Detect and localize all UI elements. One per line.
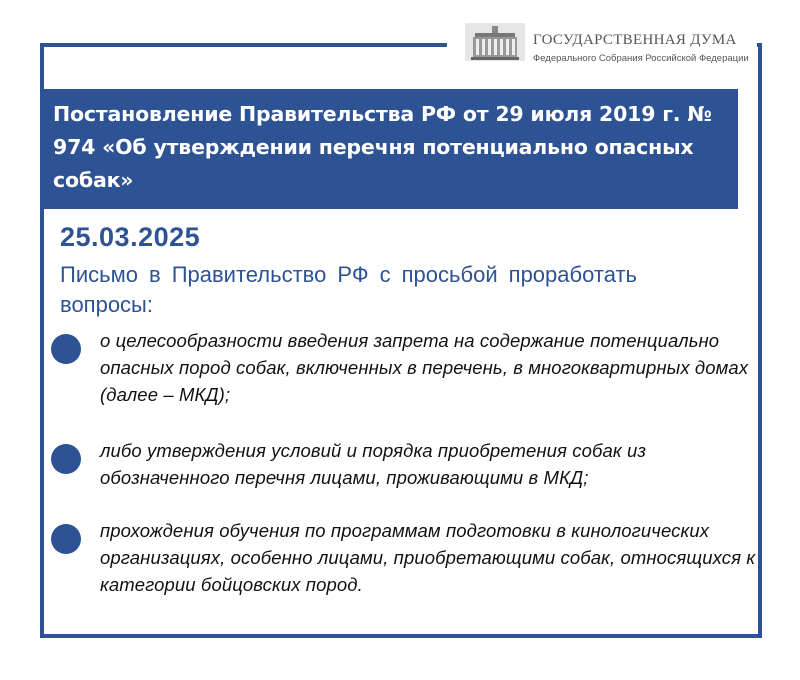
bullet-text: о целесообразности введения запрета на содержание потенциально опасных пород собак, включенных в перечень, в многоквартирных домах (далее – МКД); [100,330,749,405]
letter-date: 25.03.2025 [60,222,201,252]
bullet-dot-icon [51,524,81,554]
bullet-text: либо утверждения условий и порядка приобретения собак из обозначенного перечня лицами, проживающими в МКД; [100,440,647,488]
title-banner [40,89,738,209]
bullet-item [51,437,761,491]
logo-title: ГОСУДАРСТВЕННАЯ ДУМА [533,32,737,48]
bullet-dot-icon [51,444,81,474]
intro-text: Письмо в Правительство РФ с просьбой проработать вопросы: [60,262,637,317]
duma-building-icon [465,23,525,61]
duma-logo [447,15,757,67]
bullet-item [51,517,761,598]
logo-subtitle: Федерального Собрания Российской Федерации [533,53,749,64]
banner-title: Постановление Правительства РФ от 29 июля 2019 г. № 974 «Об утверждении перечня потенциально опасных собак» [53,102,712,192]
bullet-dot-icon [51,334,81,364]
bullet-text: прохождения обучения по программам подготовки в кинологических организациях, особенно лицами, приобретающими собак, относящихся к категории бойцовских пород. [100,520,756,595]
bullet-item [51,327,761,408]
